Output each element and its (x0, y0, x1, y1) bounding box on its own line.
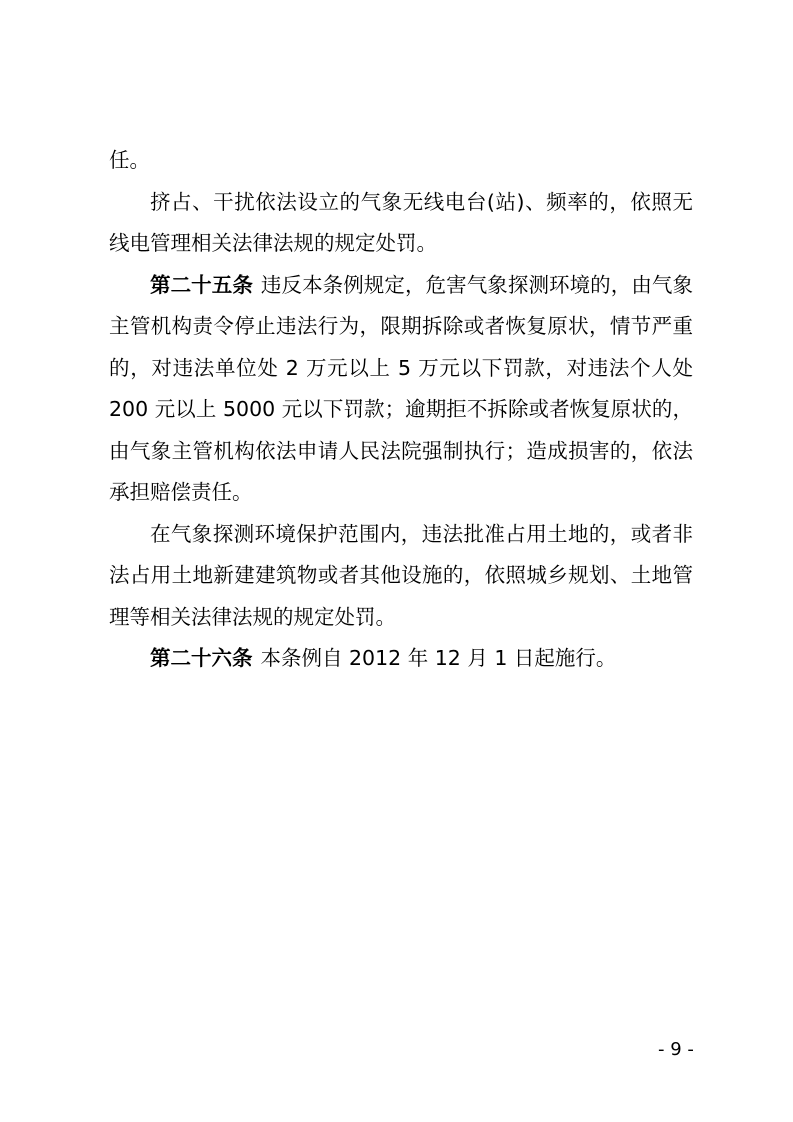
paragraph-land-use (109, 514, 693, 639)
article-text: 违反本条例规定，危害气象探测环境的，由气象主管机构责令停止违法行为，限期拆除或者恢复原状，情节严重的，对违法单位处 2 万元以上 5 万元以下罚款，对违法个人处 200 元以上 5000 元以下罚款；逾期拒不拆除或者恢复原状的，由气象主管机构依法申请人民法院强制执行；造成损害的，依法承担赔偿责任。 (109, 272, 694, 504)
page-number: - 9 - (658, 1039, 694, 1060)
paragraph-text: 任。 (109, 148, 150, 172)
article-25 (109, 265, 693, 514)
paragraph-continuation (109, 140, 693, 182)
paragraph-text: 在气象探测环境保护范围内，违法批准占用土地的，或者非法占用土地新建建筑物或者其他设施的，依照城乡规划、土地管理等相关法律法规的规定处罚。 (109, 521, 693, 629)
article-label: 第二十六条 (150, 646, 253, 670)
paragraph-radio-interference (109, 182, 693, 265)
article-label: 第二十五条 (150, 272, 253, 297)
article-text: 本条例自 2012 年 12 月 1 日起施行。 (260, 646, 617, 670)
article-26 (109, 638, 693, 680)
body-text (109, 140, 693, 680)
paragraph-text: 挤占、干扰依法设立的气象无线电台(站)、频率的，依照无线电管理相关法律法规的规定处罚。 (109, 189, 693, 255)
